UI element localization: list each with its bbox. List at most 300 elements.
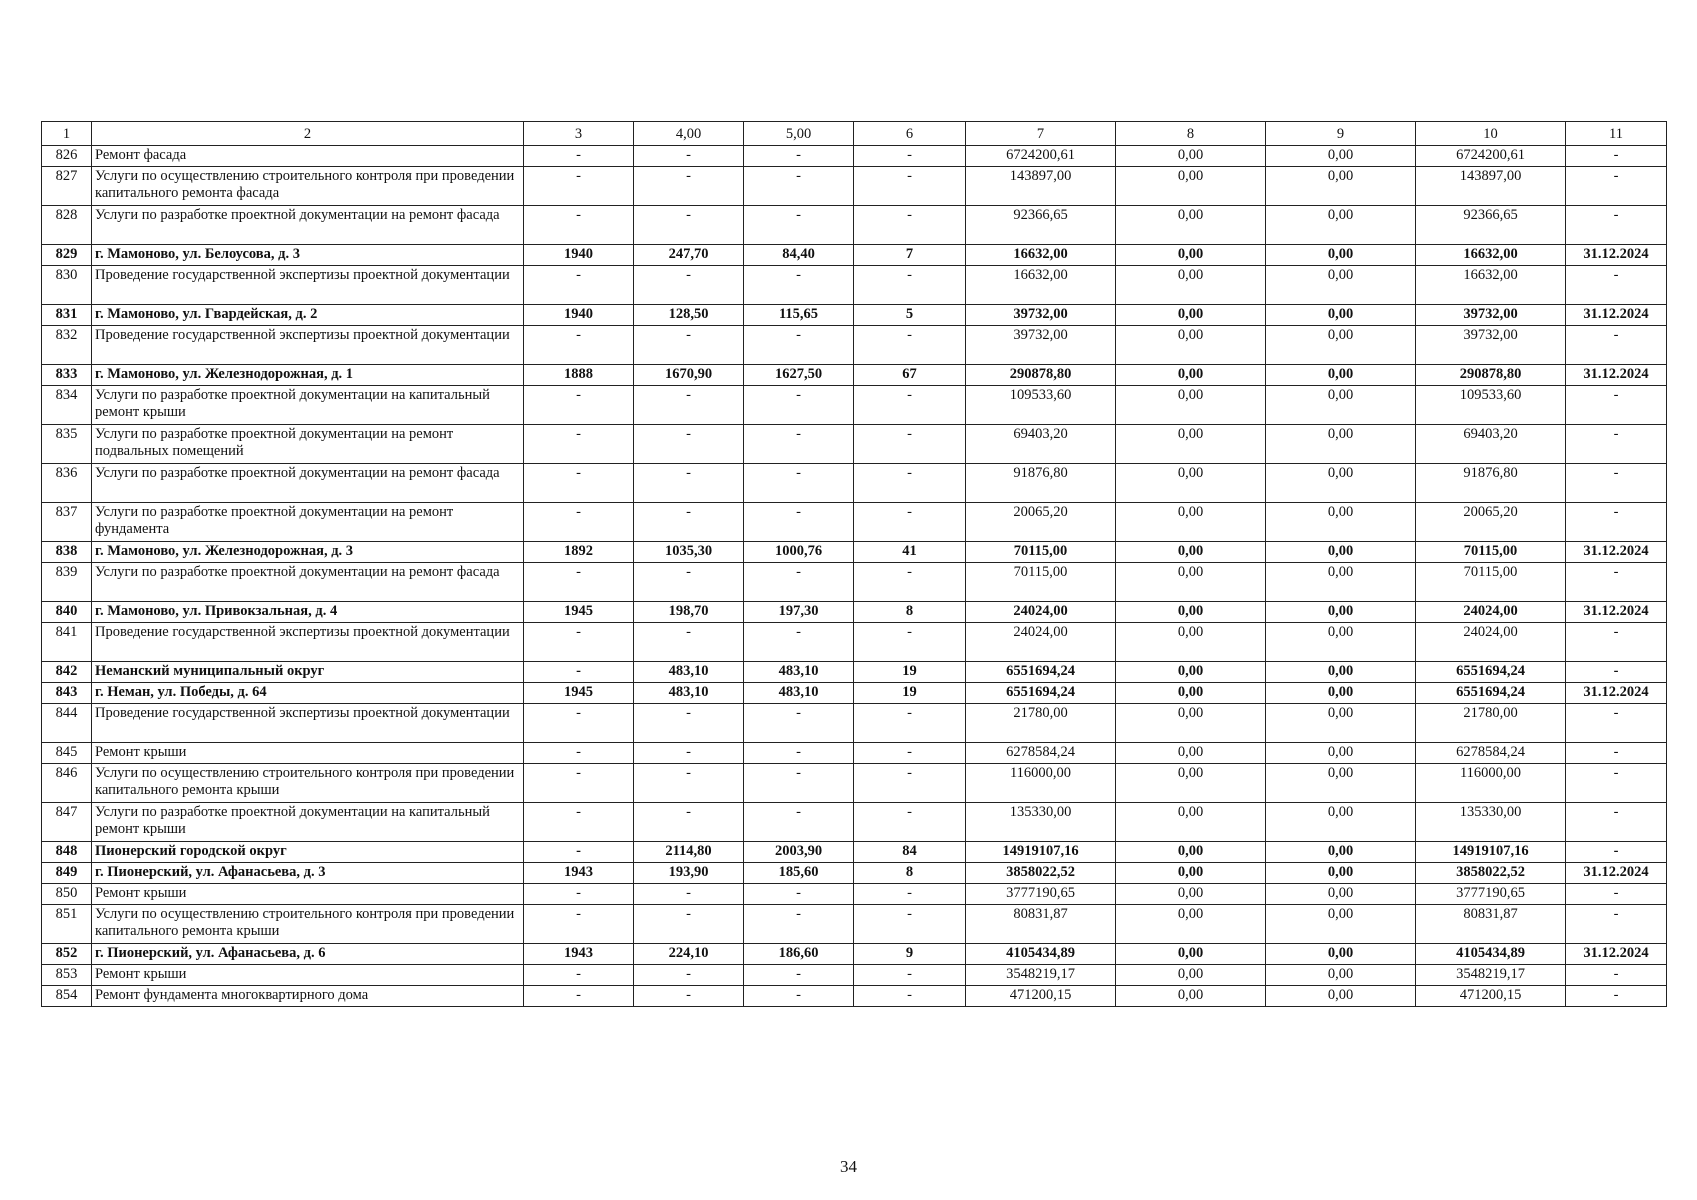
table-row — [42, 563, 1667, 602]
value-cell: 19 — [854, 662, 966, 683]
row-number-cell: 845 — [42, 743, 92, 764]
value-cell: - — [744, 425, 854, 464]
amount-cell: 0,00 — [1116, 245, 1266, 266]
amount-cell: 0,00 — [1266, 683, 1416, 704]
program-table — [41, 121, 1667, 1007]
value-cell: 197,30 — [744, 602, 854, 623]
column-header: 7 — [966, 122, 1116, 146]
value-cell: 198,70 — [634, 602, 744, 623]
amount-cell: 0,00 — [1266, 503, 1416, 542]
value-cell: - — [744, 503, 854, 542]
value-cell: - — [854, 563, 966, 602]
amount-cell: 3858022,52 — [1416, 863, 1566, 884]
amount-cell: 0,00 — [1266, 146, 1416, 167]
table-row — [42, 803, 1667, 842]
value-cell: - — [744, 704, 854, 743]
row-number-cell: 850 — [42, 884, 92, 905]
table-row — [42, 365, 1667, 386]
name-cell: Проведение государственной экспертизы проектной документации — [92, 266, 524, 305]
date-cell: - — [1566, 464, 1667, 503]
date-cell: - — [1566, 986, 1667, 1007]
name-cell: Услуги по разработке проектной документации на капитальный ремонт крыши — [92, 386, 524, 425]
amount-cell: 0,00 — [1266, 743, 1416, 764]
value-cell: - — [634, 326, 744, 365]
value-cell: - — [854, 884, 966, 905]
value-cell: 1670,90 — [634, 365, 744, 386]
value-cell: - — [854, 266, 966, 305]
amount-cell: 80831,87 — [966, 905, 1116, 944]
value-cell: - — [744, 803, 854, 842]
year-cell: 1940 — [524, 245, 634, 266]
row-number-cell: 828 — [42, 206, 92, 245]
value-cell: 224,10 — [634, 944, 744, 965]
row-number-cell: 842 — [42, 662, 92, 683]
amount-cell: 0,00 — [1266, 305, 1416, 326]
value-cell: - — [744, 266, 854, 305]
value-cell: - — [854, 803, 966, 842]
year-cell: - — [524, 326, 634, 365]
name-cell: Ремонт крыши — [92, 884, 524, 905]
value-cell: - — [854, 206, 966, 245]
row-number-cell: 847 — [42, 803, 92, 842]
year-cell: - — [524, 662, 634, 683]
amount-cell: 0,00 — [1116, 305, 1266, 326]
amount-cell: 70115,00 — [966, 542, 1116, 563]
value-cell: 5 — [854, 305, 966, 326]
amount-cell: 16632,00 — [966, 266, 1116, 305]
row-number-cell: 829 — [42, 245, 92, 266]
date-cell: - — [1566, 563, 1667, 602]
value-cell: 84,40 — [744, 245, 854, 266]
amount-cell: 0,00 — [1116, 503, 1266, 542]
value-cell: - — [854, 905, 966, 944]
name-cell: Ремонт фундамента многоквартирного дома — [92, 986, 524, 1007]
value-cell: - — [634, 464, 744, 503]
value-cell: - — [744, 986, 854, 1007]
amount-cell: 0,00 — [1266, 326, 1416, 365]
value-cell: - — [634, 704, 744, 743]
value-cell: 128,50 — [634, 305, 744, 326]
value-cell: - — [634, 503, 744, 542]
date-cell: - — [1566, 842, 1667, 863]
amount-cell: 0,00 — [1116, 623, 1266, 662]
row-number-cell: 826 — [42, 146, 92, 167]
column-header: 11 — [1566, 122, 1667, 146]
row-number-cell: 843 — [42, 683, 92, 704]
amount-cell: 0,00 — [1116, 905, 1266, 944]
value-cell: 115,65 — [744, 305, 854, 326]
row-number-cell: 827 — [42, 167, 92, 206]
value-cell: - — [634, 167, 744, 206]
amount-cell: 290878,80 — [966, 365, 1116, 386]
amount-cell: 6278584,24 — [966, 743, 1116, 764]
year-cell: 1945 — [524, 602, 634, 623]
amount-cell: 6551694,24 — [966, 683, 1116, 704]
year-cell: - — [524, 386, 634, 425]
year-cell: - — [524, 503, 634, 542]
amount-cell: 0,00 — [1116, 662, 1266, 683]
name-cell: Ремонт крыши — [92, 743, 524, 764]
amount-cell: 0,00 — [1266, 602, 1416, 623]
amount-cell: 0,00 — [1266, 662, 1416, 683]
amount-cell: 0,00 — [1266, 563, 1416, 602]
amount-cell: 70115,00 — [1416, 563, 1566, 602]
amount-cell: 21780,00 — [966, 704, 1116, 743]
amount-cell: 0,00 — [1116, 464, 1266, 503]
value-cell: 186,60 — [744, 944, 854, 965]
amount-cell: 143897,00 — [1416, 167, 1566, 206]
value-cell: - — [854, 965, 966, 986]
row-number-cell: 853 — [42, 965, 92, 986]
table-row — [42, 146, 1667, 167]
name-cell: Услуги по разработке проектной документации на ремонт фасада — [92, 464, 524, 503]
value-cell: 483,10 — [634, 662, 744, 683]
name-cell: Услуги по разработке проектной документации на ремонт фасада — [92, 206, 524, 245]
table-row — [42, 863, 1667, 884]
value-cell: - — [744, 206, 854, 245]
row-number-cell: 832 — [42, 326, 92, 365]
name-cell: г. Неман, ул. Победы, д. 64 — [92, 683, 524, 704]
amount-cell: 39732,00 — [1416, 326, 1566, 365]
amount-cell: 69403,20 — [966, 425, 1116, 464]
name-cell: Услуги по разработке проектной документации на капитальный ремонт крыши — [92, 803, 524, 842]
value-cell: - — [634, 623, 744, 662]
amount-cell: 39732,00 — [966, 305, 1116, 326]
value-cell: - — [634, 803, 744, 842]
amount-cell: 39732,00 — [966, 326, 1116, 365]
year-cell: 1945 — [524, 683, 634, 704]
amount-cell: 70115,00 — [966, 563, 1116, 602]
amount-cell: 24024,00 — [1416, 623, 1566, 662]
amount-cell: 471200,15 — [966, 986, 1116, 1007]
column-header: 8 — [1116, 122, 1266, 146]
value-cell: 41 — [854, 542, 966, 563]
value-cell: - — [854, 167, 966, 206]
amount-cell: 3858022,52 — [966, 863, 1116, 884]
row-number-cell: 854 — [42, 986, 92, 1007]
table-row — [42, 503, 1667, 542]
amount-cell: 14919107,16 — [1416, 842, 1566, 863]
table-row — [42, 842, 1667, 863]
amount-cell: 0,00 — [1116, 425, 1266, 464]
value-cell: 247,70 — [634, 245, 744, 266]
amount-cell: 24024,00 — [1416, 602, 1566, 623]
value-cell: - — [634, 563, 744, 602]
amount-cell: 16632,00 — [1416, 266, 1566, 305]
amount-cell: 80831,87 — [1416, 905, 1566, 944]
name-cell: г. Мамоново, ул. Привокзальная, д. 4 — [92, 602, 524, 623]
date-cell: - — [1566, 743, 1667, 764]
date-cell: 31.12.2024 — [1566, 542, 1667, 563]
amount-cell: 0,00 — [1266, 245, 1416, 266]
table-row — [42, 884, 1667, 905]
column-header: 6 — [854, 122, 966, 146]
amount-cell: 0,00 — [1116, 563, 1266, 602]
amount-cell: 0,00 — [1116, 167, 1266, 206]
table-row — [42, 245, 1667, 266]
name-cell: г. Мамоново, ул. Белоусова, д. 3 — [92, 245, 524, 266]
value-cell: - — [854, 425, 966, 464]
year-cell: - — [524, 563, 634, 602]
amount-cell: 20065,20 — [966, 503, 1116, 542]
amount-cell: 0,00 — [1266, 986, 1416, 1007]
row-number-cell: 841 — [42, 623, 92, 662]
table-row — [42, 965, 1667, 986]
year-cell: - — [524, 146, 634, 167]
row-number-cell: 834 — [42, 386, 92, 425]
value-cell: 9 — [854, 944, 966, 965]
value-cell: - — [744, 905, 854, 944]
amount-cell: 109533,60 — [966, 386, 1116, 425]
header-row — [42, 122, 1667, 146]
value-cell: - — [854, 986, 966, 1007]
value-cell: 67 — [854, 365, 966, 386]
name-cell: Пионерский городской округ — [92, 842, 524, 863]
row-number-cell: 835 — [42, 425, 92, 464]
table-row — [42, 905, 1667, 944]
date-cell: - — [1566, 146, 1667, 167]
name-cell: Ремонт крыши — [92, 965, 524, 986]
amount-cell: 0,00 — [1116, 743, 1266, 764]
value-cell: - — [634, 764, 744, 803]
column-header: 4,00 — [634, 122, 744, 146]
value-cell: - — [634, 884, 744, 905]
year-cell: - — [524, 965, 634, 986]
value-cell: 483,10 — [744, 683, 854, 704]
amount-cell: 0,00 — [1266, 944, 1416, 965]
year-cell: - — [524, 803, 634, 842]
table-row — [42, 602, 1667, 623]
row-number-cell: 831 — [42, 305, 92, 326]
date-cell: - — [1566, 905, 1667, 944]
year-cell: - — [524, 623, 634, 662]
amount-cell: 290878,80 — [1416, 365, 1566, 386]
table-row — [42, 662, 1667, 683]
amount-cell: 3548219,17 — [1416, 965, 1566, 986]
value-cell: - — [854, 743, 966, 764]
name-cell: г. Мамоново, ул. Железнодорожная, д. 3 — [92, 542, 524, 563]
value-cell: - — [634, 905, 744, 944]
year-cell: - — [524, 464, 634, 503]
value-cell: 8 — [854, 863, 966, 884]
value-cell: - — [634, 965, 744, 986]
year-cell: - — [524, 206, 634, 245]
date-cell: - — [1566, 206, 1667, 245]
amount-cell: 0,00 — [1116, 206, 1266, 245]
table-row — [42, 386, 1667, 425]
amount-cell: 24024,00 — [966, 602, 1116, 623]
amount-cell: 6724200,61 — [1416, 146, 1566, 167]
table-row — [42, 266, 1667, 305]
amount-cell: 0,00 — [1266, 905, 1416, 944]
amount-cell: 0,00 — [1116, 542, 1266, 563]
date-cell: 31.12.2024 — [1566, 245, 1667, 266]
amount-cell: 0,00 — [1266, 842, 1416, 863]
date-cell: - — [1566, 803, 1667, 842]
row-number-cell: 851 — [42, 905, 92, 944]
year-cell: 1892 — [524, 542, 634, 563]
amount-cell: 20065,20 — [1416, 503, 1566, 542]
date-cell: - — [1566, 884, 1667, 905]
row-number-cell: 839 — [42, 563, 92, 602]
value-cell: - — [634, 743, 744, 764]
value-cell: - — [854, 326, 966, 365]
column-header: 3 — [524, 122, 634, 146]
value-cell: 84 — [854, 842, 966, 863]
amount-cell: 39732,00 — [1416, 305, 1566, 326]
year-cell: - — [524, 167, 634, 206]
name-cell: г. Мамоново, ул. Железнодорожная, д. 1 — [92, 365, 524, 386]
name-cell: г. Пионерский, ул. Афанасьева, д. 3 — [92, 863, 524, 884]
name-cell: Услуги по осуществлению строительного контроля при проведении капитального ремонта крыши — [92, 764, 524, 803]
value-cell: - — [744, 965, 854, 986]
amount-cell: 91876,80 — [966, 464, 1116, 503]
amount-cell: 135330,00 — [1416, 803, 1566, 842]
amount-cell: 92366,65 — [1416, 206, 1566, 245]
year-cell: - — [524, 884, 634, 905]
year-cell: - — [524, 986, 634, 1007]
amount-cell: 3777190,65 — [966, 884, 1116, 905]
table-row — [42, 944, 1667, 965]
year-cell: 1940 — [524, 305, 634, 326]
value-cell: - — [634, 986, 744, 1007]
value-cell: 8 — [854, 602, 966, 623]
amount-cell: 0,00 — [1266, 764, 1416, 803]
amount-cell: 0,00 — [1266, 425, 1416, 464]
value-cell: - — [854, 764, 966, 803]
year-cell: - — [524, 905, 634, 944]
row-number-cell: 849 — [42, 863, 92, 884]
amount-cell: 0,00 — [1116, 986, 1266, 1007]
value-cell: - — [854, 704, 966, 743]
amount-cell: 0,00 — [1116, 326, 1266, 365]
name-cell: Услуги по осуществлению строительного контроля при проведении капитального ремонта крыши — [92, 905, 524, 944]
value-cell: - — [634, 266, 744, 305]
amount-cell: 0,00 — [1116, 944, 1266, 965]
name-cell: Проведение государственной экспертизы проектной документации — [92, 623, 524, 662]
amount-cell: 6551694,24 — [1416, 662, 1566, 683]
amount-cell: 69403,20 — [1416, 425, 1566, 464]
amount-cell: 0,00 — [1116, 803, 1266, 842]
name-cell: Услуги по разработке проектной документации на ремонт фундамента — [92, 503, 524, 542]
date-cell: - — [1566, 326, 1667, 365]
table-row — [42, 167, 1667, 206]
amount-cell: 6551694,24 — [966, 662, 1116, 683]
row-number-cell: 836 — [42, 464, 92, 503]
amount-cell: 0,00 — [1266, 167, 1416, 206]
amount-cell: 0,00 — [1266, 464, 1416, 503]
value-cell: 7 — [854, 245, 966, 266]
year-cell: - — [524, 743, 634, 764]
name-cell: Услуги по разработке проектной документации на ремонт подвальных помещений — [92, 425, 524, 464]
row-number-cell: 838 — [42, 542, 92, 563]
value-cell: 1627,50 — [744, 365, 854, 386]
amount-cell: 0,00 — [1266, 386, 1416, 425]
value-cell: - — [854, 464, 966, 503]
amount-cell: 0,00 — [1116, 884, 1266, 905]
date-cell: 31.12.2024 — [1566, 305, 1667, 326]
amount-cell: 4105434,89 — [1416, 944, 1566, 965]
amount-cell: 0,00 — [1116, 683, 1266, 704]
date-cell: - — [1566, 965, 1667, 986]
value-cell: 1000,76 — [744, 542, 854, 563]
value-cell: 483,10 — [744, 662, 854, 683]
column-header: 10 — [1416, 122, 1566, 146]
table-row — [42, 704, 1667, 743]
amount-cell: 116000,00 — [1416, 764, 1566, 803]
year-cell: 1943 — [524, 863, 634, 884]
column-header: 5,00 — [744, 122, 854, 146]
document-sheet — [41, 121, 1666, 1007]
year-cell: 1888 — [524, 365, 634, 386]
value-cell: - — [854, 146, 966, 167]
amount-cell: 0,00 — [1116, 365, 1266, 386]
amount-cell: 0,00 — [1116, 602, 1266, 623]
amount-cell: 0,00 — [1266, 965, 1416, 986]
amount-cell: 0,00 — [1116, 146, 1266, 167]
amount-cell: 0,00 — [1266, 206, 1416, 245]
value-cell: 483,10 — [634, 683, 744, 704]
amount-cell: 14919107,16 — [966, 842, 1116, 863]
name-cell: Проведение государственной экспертизы проектной документации — [92, 326, 524, 365]
amount-cell: 0,00 — [1266, 623, 1416, 662]
name-cell: Услуги по разработке проектной документации на ремонт фасада — [92, 563, 524, 602]
row-number-cell: 833 — [42, 365, 92, 386]
column-header: 9 — [1266, 122, 1416, 146]
amount-cell: 143897,00 — [966, 167, 1116, 206]
amount-cell: 3548219,17 — [966, 965, 1116, 986]
row-number-cell: 846 — [42, 764, 92, 803]
amount-cell: 0,00 — [1266, 863, 1416, 884]
table-row — [42, 986, 1667, 1007]
amount-cell: 116000,00 — [966, 764, 1116, 803]
amount-cell: 16632,00 — [1416, 245, 1566, 266]
amount-cell: 4105434,89 — [966, 944, 1116, 965]
date-cell: - — [1566, 623, 1667, 662]
date-cell: 31.12.2024 — [1566, 863, 1667, 884]
amount-cell: 0,00 — [1266, 365, 1416, 386]
value-cell: - — [744, 146, 854, 167]
amount-cell: 0,00 — [1116, 266, 1266, 305]
value-cell: - — [744, 743, 854, 764]
amount-cell: 0,00 — [1116, 842, 1266, 863]
amount-cell: 91876,80 — [1416, 464, 1566, 503]
year-cell: - — [524, 704, 634, 743]
year-cell: - — [524, 425, 634, 464]
date-cell: 31.12.2024 — [1566, 683, 1667, 704]
table-row — [42, 425, 1667, 464]
value-cell: - — [634, 146, 744, 167]
amount-cell: 0,00 — [1266, 884, 1416, 905]
row-number-cell: 830 — [42, 266, 92, 305]
value-cell: - — [744, 563, 854, 602]
row-number-cell: 844 — [42, 704, 92, 743]
value-cell: - — [744, 386, 854, 425]
date-cell: - — [1566, 266, 1667, 305]
date-cell: - — [1566, 167, 1667, 206]
value-cell: - — [634, 206, 744, 245]
date-cell: - — [1566, 386, 1667, 425]
year-cell: 1943 — [524, 944, 634, 965]
amount-cell: 0,00 — [1116, 386, 1266, 425]
table-row — [42, 623, 1667, 662]
value-cell: - — [744, 623, 854, 662]
table-row — [42, 206, 1667, 245]
name-cell: г. Пионерский, ул. Афанасьева, д. 6 — [92, 944, 524, 965]
table-row — [42, 764, 1667, 803]
value-cell: - — [854, 623, 966, 662]
year-cell: - — [524, 266, 634, 305]
